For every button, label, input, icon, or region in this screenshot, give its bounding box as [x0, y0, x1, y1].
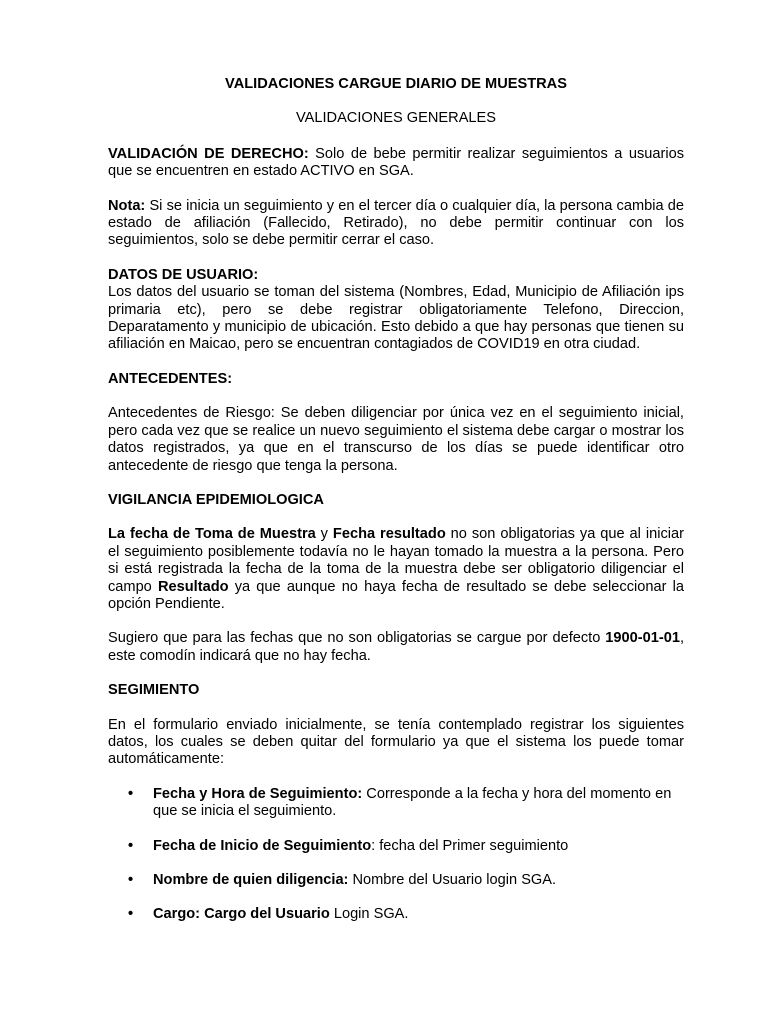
vigilancia-bold-toma-muestra: La fecha de Toma de Muestra — [108, 526, 316, 543]
list-item-text: Corresponde a la fecha y hora del momento en que se inicia el seguimiento. — [153, 785, 672, 820]
list-item-label: Fecha de Inicio de Seguimiento — [153, 837, 372, 854]
list-item — [108, 906, 684, 923]
nota-paragraph — [108, 198, 684, 250]
vigilancia-bold-resultado: Resultado — [157, 578, 229, 595]
list-item-label: Nombre de quien diligencia: — [153, 872, 349, 888]
vigilancia-bold-fecha-resultado: Fecha resultado — [332, 526, 446, 543]
list-item-text: : fecha del Primer seguimiento — [371, 837, 569, 854]
list-item — [108, 786, 684, 821]
vigilancia-text-2: no son obligatorias ya que al iniciar el seguimiento posiblemente todavía no le hayan tomado la muestra a la persona. Pero si está registrada la fecha de la toma de la muestra debe ser obligatorio diligenciar el campo — [108, 526, 684, 595]
validacion-derecho-text: Solo de bebe permitir realizar seguimientos a usuarios que se encuentren en estado ACTIVO en SGA. — [108, 145, 684, 180]
list-item-label: Fecha y Hora de Seguimiento: — [153, 785, 363, 802]
validacion-derecho-label: VALIDACIÓN DE DERECHO: — [108, 145, 309, 162]
vigilancia-text-1: y — [315, 526, 333, 543]
document-title: VALIDACIONES CARGUE DIARIO DE MUESTRAS — [225, 76, 567, 92]
antecedentes-heading: ANTECEDENTES: — [108, 370, 233, 387]
bullet-icon: • — [128, 872, 134, 888]
vigilancia-paragraph-2 — [108, 630, 684, 665]
vigilancia-p2-text-2: , este comodín indicará que no hay fecha. — [108, 630, 684, 664]
bullet-icon: • — [128, 785, 134, 802]
validacion-derecho-paragraph — [108, 146, 684, 181]
datos-usuario-heading: DATOS DE USUARIO: — [108, 266, 259, 283]
antecedentes-text: Antecedentes de Riesgo: Se deben diligenciar por única vez en el seguimiento inicial, pero cada vez que se realice un nuevo seguimiento el sistema debe cargar o mostrar los datos registrados, ya que en el transcurso de los días se puede identificar otro antecedente de riesgo que tenga la persona. — [108, 405, 684, 474]
vigilancia-p2-text-1: Sugiero que para las fechas que no son obligatorias se cargue por defecto — [108, 630, 606, 647]
nota-label: Nota: — [108, 197, 146, 214]
datos-usuario-text: Los datos del usuario se toman del sistema (Nombres, Edad, Municipio de Afiliación ips primaria etc), pero se debe registrar obligatoriamente Telefono, Direccion, Deparatamento y municipio de ubicación. Esto debido a que hay personas que tienen su afiliación en Maicao, pero se encuentran contagiados de COVID19 en otra ciudad. — [108, 284, 684, 353]
segimiento-intro: En el formulario enviado inicialmente, se tenía contemplado registrar los siguientes datos, los cuales se deben quitar del formulario ya que el sistema los puede tomar automáticamente: — [108, 716, 684, 768]
nota-text: Si se inicia un seguimiento y en el tercer día o cualquier día, la persona cambia de estado de afiliación (Fallecido, Retirado), no debe permitir continuar con los seguimientos, solo se debe permitir cerrar el caso. — [108, 197, 684, 249]
document-subtitle: VALIDACIONES GENERALES — [295, 110, 497, 127]
vigilancia-heading: VIGILANCIA EPIDEMIOLOGICA — [108, 491, 324, 508]
vigilancia-paragraph-1 — [108, 526, 684, 613]
list-item-text: Login SGA. — [329, 906, 409, 923]
list-item-label: Cargo: Cargo del Usuario — [153, 906, 330, 923]
list-item — [108, 872, 684, 889]
bullet-icon: • — [128, 906, 134, 923]
vigilancia-text-3: ya que aunque no haya fecha de resultado se debe seleccionar la opción Pendiente. — [108, 578, 684, 612]
segimiento-heading: SEGIMIENTO — [108, 682, 200, 699]
list-item-text: Nombre del Usuario login SGA. — [348, 872, 557, 888]
vigilancia-bold-fecha-defecto: 1900-01-01 — [605, 630, 680, 647]
bullet-icon: • — [128, 837, 134, 854]
list-item — [108, 838, 684, 855]
segimiento-list — [108, 786, 684, 924]
